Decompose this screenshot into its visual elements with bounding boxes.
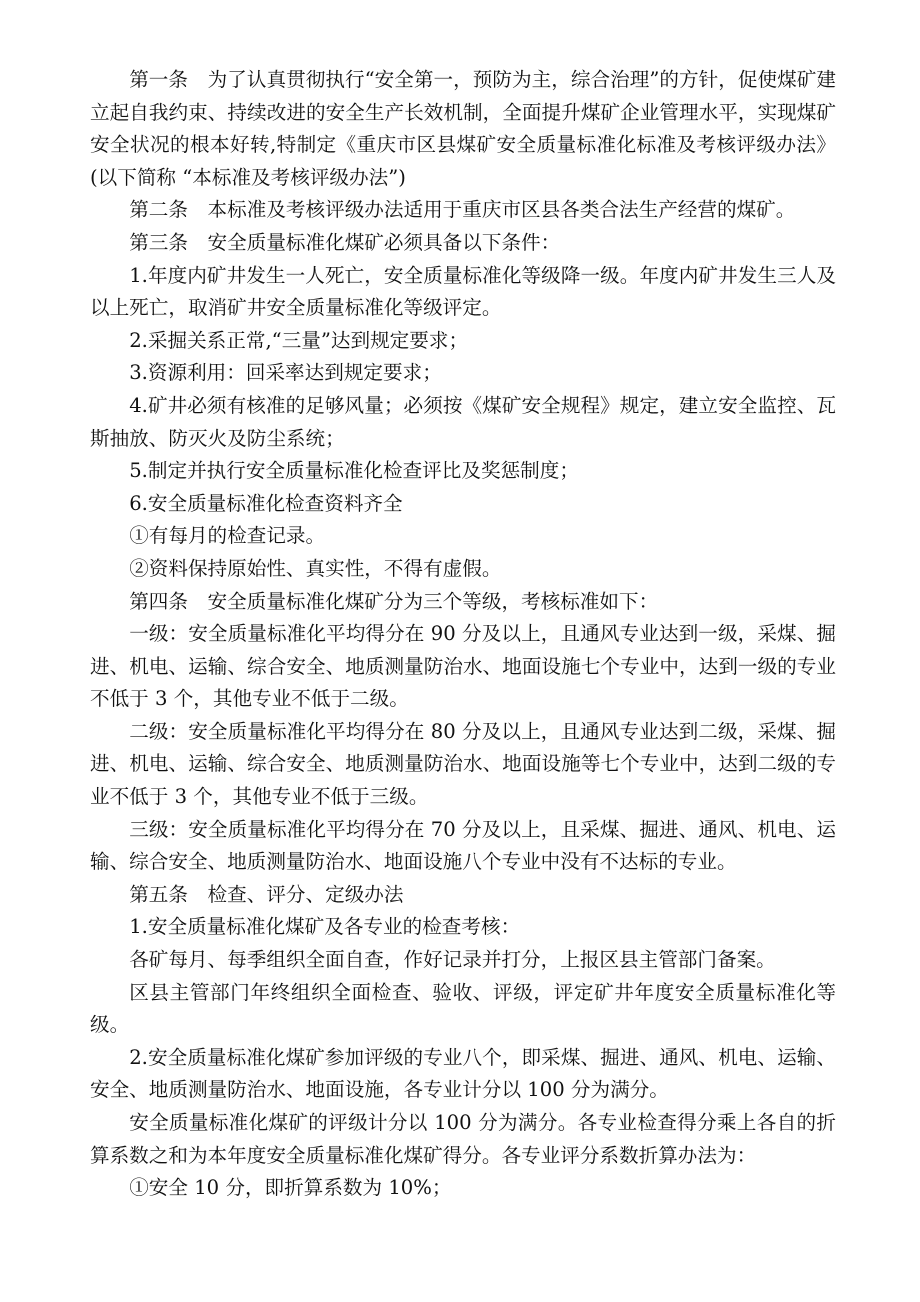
condition-3-paragraph: 3.资源利用：回采率达到规定要求； [129,361,442,385]
annual-inspection-paragraph: 区县主管部门年终组织全面检查、验收、评级，评定矿井年度安全质量标准化等级。 [90,980,836,1037]
article-2-paragraph: 第二条 本标准及考核评级办法适用于重庆市区县各类合法生产经营的煤矿。 [129,198,796,222]
grade-1-paragraph: 一级：安全质量标准化平均得分在 90 分及以上，且通风专业达到一级，采煤、掘进、机电、运输、综合安全、地质测量防治水、地面设施七个专业中，达到一级的专业不低于 3 个，其他专业不低于二级。 [90,622,836,711]
condition-6-paragraph: 6.安全质量标准化检查资料齐全 [129,491,403,515]
article-5-heading: 第五条 检查、评分、定级办法 [129,882,404,906]
coefficient-item-1: ①安全 10 分，即折算系数为 10%； [129,1176,452,1200]
condition-2-paragraph: 2.采掘关系正常,“三量”达到规定要求； [129,328,469,352]
grade-2-paragraph: 二级：安全质量标准化平均得分在 80 分及以上，且通风专业达到二级，采煤、掘进、机电、运输、综合安全、地质测量防治水、地面设施等七个专业中，达到二级的专业不低于 3 个，其他专业不低于三级。 [90,719,836,809]
condition-6-item-2: ②资料保持原始性、真实性，不得有虚假。 [129,556,502,580]
monthly-self-check-paragraph: 各矿每月、每季组织全面自查，作好记录并打分，上报区县主管部门备案。 [129,948,776,972]
condition-5-paragraph: 5.制定并执行安全质量标准化检查评比及奖惩制度； [129,459,579,483]
condition-1-paragraph: 1.年度内矿井发生一人死亡，安全质量标准化等级降一级。年度内矿井发生三人及以上死亡，取消矿井安全质量标准化等级评定。 [90,263,836,320]
scoring-method-paragraph: 安全质量标准化煤矿的评级计分以 100 分为满分。各专业检查得分乘上各自的折算系数之和为本年度安全质量标准化煤矿得分。各专业评分系数折算办法为： [90,1111,836,1167]
condition-4-paragraph: 4.矿井必须有核准的足够风量；必须按《煤矿安全规程》规定，建立安全监控、瓦斯抽放、防灭火及防尘系统； [90,393,836,450]
grade-3-paragraph: 三级：安全质量标准化平均得分在 70 分及以上，且采煤、掘进、通风、机电、运输、综合安全、地质测量防治水、地面设施八个专业中没有不达标的专业。 [90,817,836,874]
article-4-heading: 第四条 安全质量标准化煤矿分为三个等级，考核标准如下： [129,589,659,613]
article-1-paragraph: 第一条 为了认真贯彻执行“安全第一，预防为主，综合治理”的方针，促使煤矿建立起自我约束、持续改进的安全生产长效机制，全面提升煤矿企业管理水平，实现煤矿安全状况的根本好转,特制定《重庆市区县煤矿安全质量标准化标准及考核评级办法》(以下简称 “本标准及考核评级办法”) [90,68,836,189]
inspection-2-paragraph: 2.安全质量标准化煤矿参加评级的专业八个，即采煤、掘进、通风、机电、运输、安全、地质测量防治水、地面设施，各专业计分以 100 分为满分。 [90,1045,836,1102]
condition-6-item-1: ①有每月的检查记录。 [129,524,326,548]
article-3-heading: 第三条 安全质量标准化煤矿必须具备以下条件： [129,230,561,254]
inspection-1-paragraph: 1.安全质量标准化煤矿及各专业的检查考核： [129,915,521,939]
